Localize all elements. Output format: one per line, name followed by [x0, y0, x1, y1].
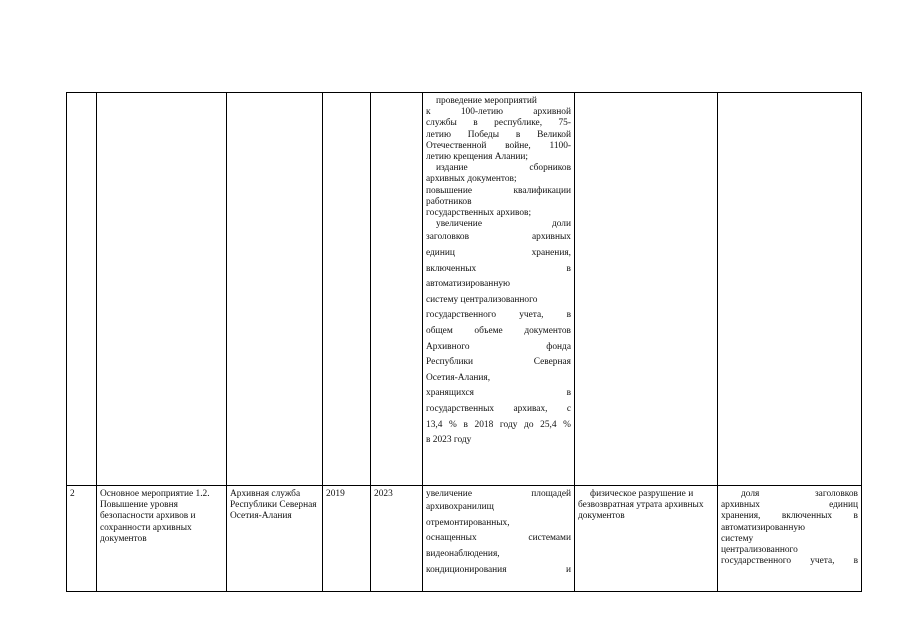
measure-line: повышение квалификации [426, 185, 571, 196]
cell-end [371, 93, 423, 486]
measure-line: включенных в [426, 263, 571, 274]
expected-results [423, 486, 575, 592]
measure-line: государственных архивов; [426, 208, 532, 219]
cell-consequences [575, 93, 718, 486]
executor: Архивная служба Республики Северная Осетия-Алания [227, 486, 323, 592]
measure-line: работников [426, 196, 472, 207]
measure-line: систему централизованного [426, 294, 538, 305]
measure-line: Осетия-Алания, [426, 372, 491, 383]
cell-executor [227, 93, 323, 486]
result-line: увеличение площадей [426, 489, 571, 499]
indicator-line: хранения, включенных в [721, 511, 858, 522]
start-year: 2019 [323, 486, 371, 592]
result-line: отремонтированных, [426, 517, 510, 528]
result-line: видеонаблюдения, [426, 548, 500, 559]
measure-line: увеличение доли [436, 219, 571, 230]
result-line: оснащенных системами [426, 533, 571, 544]
measure-line: заголовков архивных [426, 232, 571, 243]
measure-line: архивных документов; [426, 174, 517, 185]
consequences: физическое разрушение и безвозвратная утрата архивных документов [575, 486, 718, 592]
indicators [718, 486, 862, 592]
indicator-line: доля заголовков [741, 489, 858, 499]
indicator-line: архивных единиц [721, 500, 858, 511]
result-line: архивохранилищ [426, 502, 494, 513]
measure-line: летию Победы в Великой [426, 129, 571, 140]
measure-line: единиц хранения, [426, 248, 571, 259]
measure-line: Республики Северная [426, 357, 571, 368]
measure-line: к 100-летию архивной [426, 107, 571, 118]
measure-line: издание сборников [436, 163, 571, 174]
measure-line: государственных архивах, с [426, 403, 571, 414]
measure-name: Основное мероприятие 1.2. Повышение уровня безопасности архивов и сохранности архивных документов [97, 486, 227, 592]
cell-results [423, 93, 575, 486]
measure-line: Отечественной войне, 1100- [426, 140, 571, 151]
program-table [66, 92, 862, 592]
cell-num [67, 93, 97, 486]
row-number: 2 [67, 486, 97, 592]
measure-line: государственного учета, в [426, 310, 571, 321]
indicator-line: централизованного [721, 545, 798, 556]
cell-start [323, 93, 371, 486]
table-row-continuation [67, 93, 862, 486]
measure-line: проведение мероприятий [436, 96, 537, 106]
indicator-line: автоматизированную [721, 522, 806, 533]
indicator-line: государственного учета, в [721, 556, 858, 567]
cell-indicators [718, 93, 862, 486]
end-year: 2023 [371, 486, 423, 592]
measure-line: летию крещения Алании; [426, 152, 529, 163]
measure-line: хранящихся в [426, 388, 571, 399]
cell-name [97, 93, 227, 486]
table-row-2 [67, 486, 862, 592]
indicator-line: систему [721, 533, 754, 544]
measure-line: автоматизированную [426, 279, 511, 290]
measure-line: 13,4 % в 2018 году до 25,4 % [426, 419, 571, 430]
result-line: кондиционирования и [426, 564, 571, 575]
measure-line: общем объеме документов [426, 326, 571, 336]
measure-line: в 2023 году [426, 435, 472, 446]
measure-line: Архивного фонда [426, 341, 571, 352]
measure-line: службы в республике, 75- [426, 118, 571, 129]
